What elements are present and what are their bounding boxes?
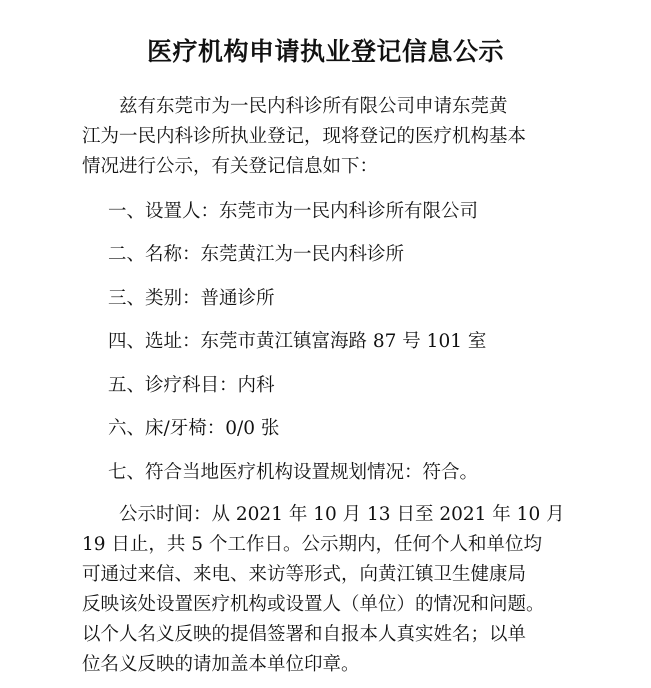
registration-item-name: 二、名称：东莞黄江为一民内科诊所: [108, 244, 405, 265]
registration-item-address: 四、选址：东莞市黄江镇富海路 87 号 101 室: [108, 331, 487, 352]
intro-line: 兹有东莞市为一民内科诊所有限公司申请东莞黄: [82, 96, 508, 117]
registration-item-category: 三、类别：普通诊所: [108, 288, 275, 309]
notice-line: 位名义反映的请加盖本单位印章。: [82, 654, 360, 675]
notice-paragraph: [82, 500, 582, 680]
document-title: 医疗机构申请执业登记信息公示: [146, 37, 504, 66]
registration-item-beds: 六、床/牙椅：0/0 张: [108, 418, 280, 439]
intro-line: 江为一民内科诊所执业登记，现将登记的医疗机构基本: [82, 126, 527, 147]
registration-item-founder: 一、设置人：东莞市为一民内科诊所有限公司: [108, 201, 479, 222]
notice-line: 可通过来信、来电、来访等形式，向黄江镇卫生健康局: [82, 564, 527, 585]
registration-item-planning: 七、符合当地医疗机构设置规划情况：符合。: [108, 462, 479, 483]
intro-line: 情况进行公示，有关登记信息如下：: [82, 156, 379, 177]
notice-line: 以个人名义反映的提倡签署和自报本人真实姓名；以单: [82, 624, 527, 645]
notice-line: 19 日止，共 5 个工作日。公示期内，任何个人和单位均: [82, 534, 542, 555]
registration-item-department: 五、诊疗科目：内科: [108, 375, 275, 396]
notice-line: 反映该处设置医疗机构或设置人（单位）的情况和问题。: [82, 594, 545, 615]
intro-paragraph: [82, 92, 582, 182]
notice-line: 公示时间：从 2021 年 10 月 13 日至 2021 年 10 月: [82, 504, 565, 525]
